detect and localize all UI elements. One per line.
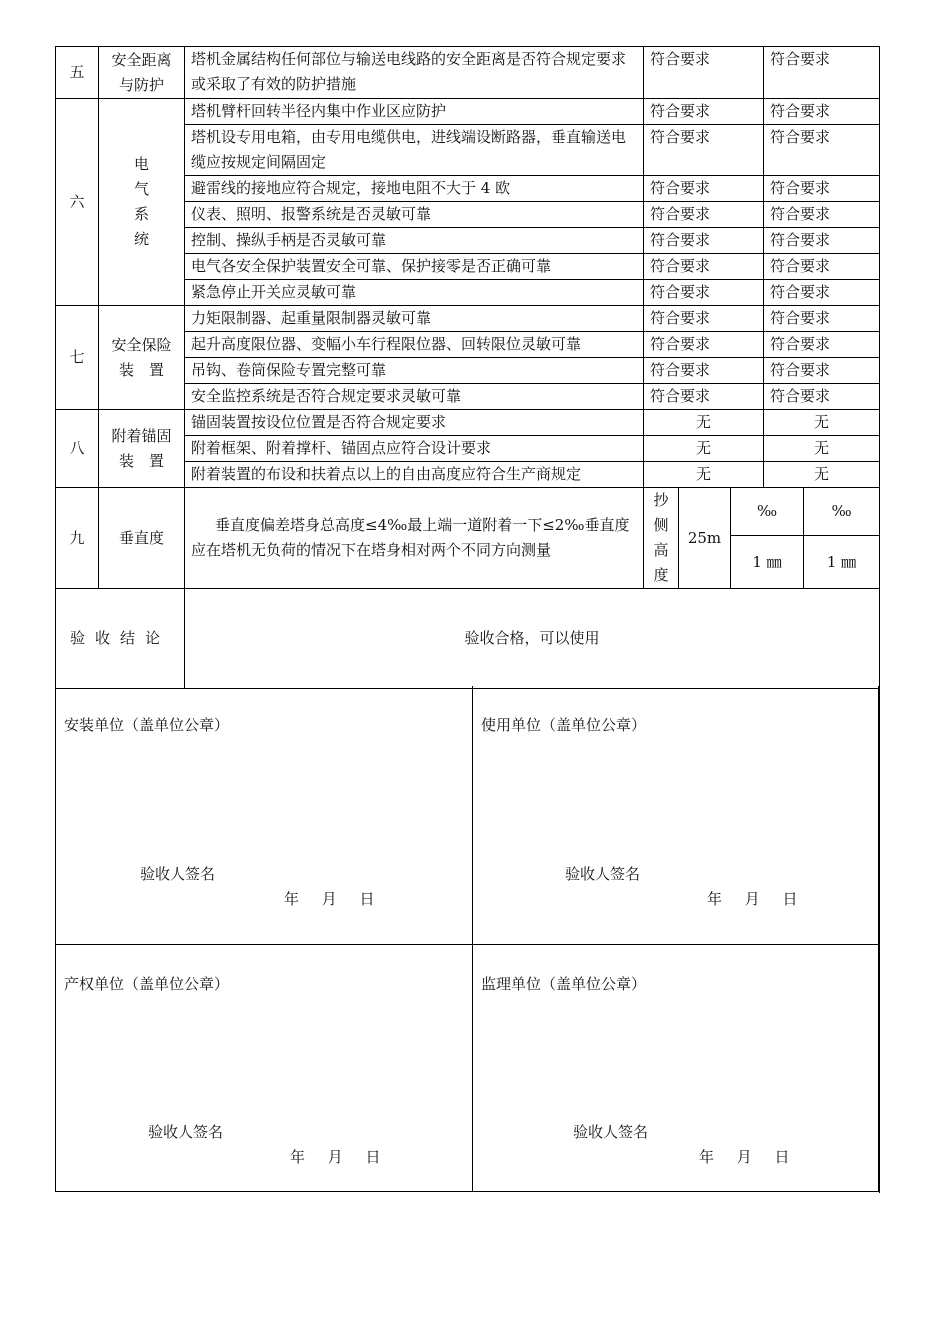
item-text: 附着装置的布设和扶着点以上的自由高度应符合生产商规定 <box>185 462 644 488</box>
right-border <box>879 46 880 1193</box>
std-cell: 无 <box>644 410 764 436</box>
label-char: 高 <box>653 541 669 559</box>
label-char: 侧 <box>653 516 669 534</box>
std-cell: 符合要求 <box>644 306 764 332</box>
result-cell: 符合要求 <box>764 228 880 254</box>
label-char: 抄 <box>653 491 669 509</box>
section-cat-6 <box>99 99 185 306</box>
item-text: 控制、操纵手柄是否灵敏可靠 <box>185 228 644 254</box>
result-cell: 符合要求 <box>764 47 880 99</box>
signature-section <box>55 686 879 1192</box>
cat-6-char: 气 <box>133 180 149 198</box>
item-text: 仪表、照明、报警系统是否灵敏可靠 <box>185 202 644 228</box>
section-no-8: 八 <box>56 410 99 488</box>
conclusion-label: 验收结论 <box>56 589 185 689</box>
result-cell: 符合要求 <box>764 99 880 125</box>
std-cell: 符合要求 <box>644 358 764 384</box>
item-text: 塔机设专用电箱，由专用电缆供电，进线端设断路器，垂直输送电缆应按规定间隔固定 <box>185 125 644 176</box>
item-text: 紧急停止开关应灵敏可靠 <box>185 280 644 306</box>
cat-7-line2: 装 置 <box>118 360 164 379</box>
std-cell: 符合要求 <box>644 47 764 99</box>
result-cell: 符合要求 <box>764 358 880 384</box>
item-text: 吊钩、卷筒保险专置完整可靠 <box>185 358 644 384</box>
result-cell: 符合要求 <box>764 306 880 332</box>
measure-height-value: 25m <box>679 488 731 589</box>
result-cell: 符合要求 <box>764 254 880 280</box>
property-unit-cell <box>56 945 472 1203</box>
std-cell: 符合要求 <box>644 280 764 306</box>
section-cat-8 <box>99 410 185 488</box>
std-cell: 符合要求 <box>644 99 764 125</box>
section-cat-9: 垂直度 <box>99 488 185 589</box>
cat-7-line1: 安全保险 <box>111 335 172 354</box>
date-label: 年 月 日 <box>284 890 375 908</box>
section-no-7: 七 <box>56 306 99 410</box>
result-cell: 无 <box>764 436 880 462</box>
item-text: 力矩限制器、起重量限制器灵敏可靠 <box>185 306 644 332</box>
section-no-9: 九 <box>56 488 99 589</box>
signer-label: 验收人签名 <box>148 1123 224 1141</box>
date-label: 年 月 日 <box>699 1148 790 1166</box>
install-unit-cell <box>56 686 472 944</box>
item-text: 塔机金属结构任何部位与输送电线路的安全距离是否符合规定要求或采取了有效的防护措施 <box>185 47 644 99</box>
signer-label: 验收人签名 <box>565 865 641 883</box>
cat-8-line1: 附着锚固 <box>111 426 172 445</box>
deviation-unit-2: ‰ <box>804 488 880 536</box>
signer-label: 验收人签名 <box>140 865 216 883</box>
item-text: 塔机臂杆回转半径内集中作业区应防护 <box>185 99 644 125</box>
cat-6-char: 电 <box>133 155 149 173</box>
std-cell: 无 <box>644 462 764 488</box>
section-cat-7 <box>99 306 185 410</box>
measure-height-label <box>644 488 679 589</box>
inspection-table <box>55 46 879 689</box>
item-text: 电气各安全保护装置安全可靠、保护接零是否正确可靠 <box>185 254 644 280</box>
std-cell: 符合要求 <box>644 254 764 280</box>
deviation-value-2: 1 ㎜ <box>804 536 880 589</box>
item-text: 避雷线的接地应符合规定，接地电阻不大于 4 欧 <box>185 176 644 202</box>
item-text: 起升高度限位器、变幅小车行程限位器、回转限位灵敏可靠 <box>185 332 644 358</box>
inspection-grid <box>55 46 880 689</box>
signer-label: 验收人签名 <box>573 1123 649 1141</box>
item-text: 附着框架、附着撑杆、锚固点应符合设计要求 <box>185 436 644 462</box>
result-cell: 无 <box>764 410 880 436</box>
result-cell: 无 <box>764 462 880 488</box>
section-no-5: 五 <box>56 47 99 99</box>
std-cell: 符合要求 <box>644 125 764 176</box>
cat-6-char: 统 <box>133 230 149 248</box>
deviation-unit-1: ‰ <box>731 488 804 536</box>
item-text: 锚固装置按设位位置是否符合规定要求 <box>185 410 644 436</box>
std-cell: 符合要求 <box>644 228 764 254</box>
result-cell: 符合要求 <box>764 280 880 306</box>
std-cell: 无 <box>644 436 764 462</box>
std-cell: 符合要求 <box>644 384 764 410</box>
property-unit-label: 产权单位（盖单位公章） <box>64 975 230 993</box>
cat-5-line1: 安全距离 <box>111 50 172 69</box>
date-label: 年 月 日 <box>290 1148 381 1166</box>
std-cell: 符合要求 <box>644 176 764 202</box>
conclusion-value: 验收合格，可以使用 <box>185 589 880 689</box>
result-cell: 符合要求 <box>764 176 880 202</box>
supervise-unit-cell <box>473 945 889 1203</box>
use-unit-label: 使用单位（盖单位公章） <box>481 716 647 734</box>
use-unit-cell <box>473 686 889 944</box>
result-cell: 符合要求 <box>764 125 880 176</box>
item-text: 安全监控系统是否符合规定要求灵敏可靠 <box>185 384 644 410</box>
cat-5-line2: 与防护 <box>118 75 164 94</box>
std-cell: 符合要求 <box>644 332 764 358</box>
section-no-6: 六 <box>56 99 99 306</box>
verticality-text: 垂直度偏差塔身总高度≤4‰最上端一道附着一下≤2‰垂直度应在塔机无负荷的情况下在塔身相对两个不同方向测量 <box>185 488 644 589</box>
date-label: 年 月 日 <box>707 890 798 908</box>
result-cell: 符合要求 <box>764 384 880 410</box>
label-char: 度 <box>653 566 669 584</box>
cat-8-line2: 装 置 <box>118 451 164 470</box>
section-cat-5 <box>99 47 185 99</box>
result-cell: 符合要求 <box>764 332 880 358</box>
supervise-unit-label: 监理单位（盖单位公章） <box>481 975 647 993</box>
install-unit-label: 安装单位（盖单位公章） <box>64 716 230 734</box>
result-cell: 符合要求 <box>764 202 880 228</box>
std-cell: 符合要求 <box>644 202 764 228</box>
cat-6-char: 系 <box>133 205 149 223</box>
deviation-value-1: 1 ㎜ <box>731 536 804 589</box>
